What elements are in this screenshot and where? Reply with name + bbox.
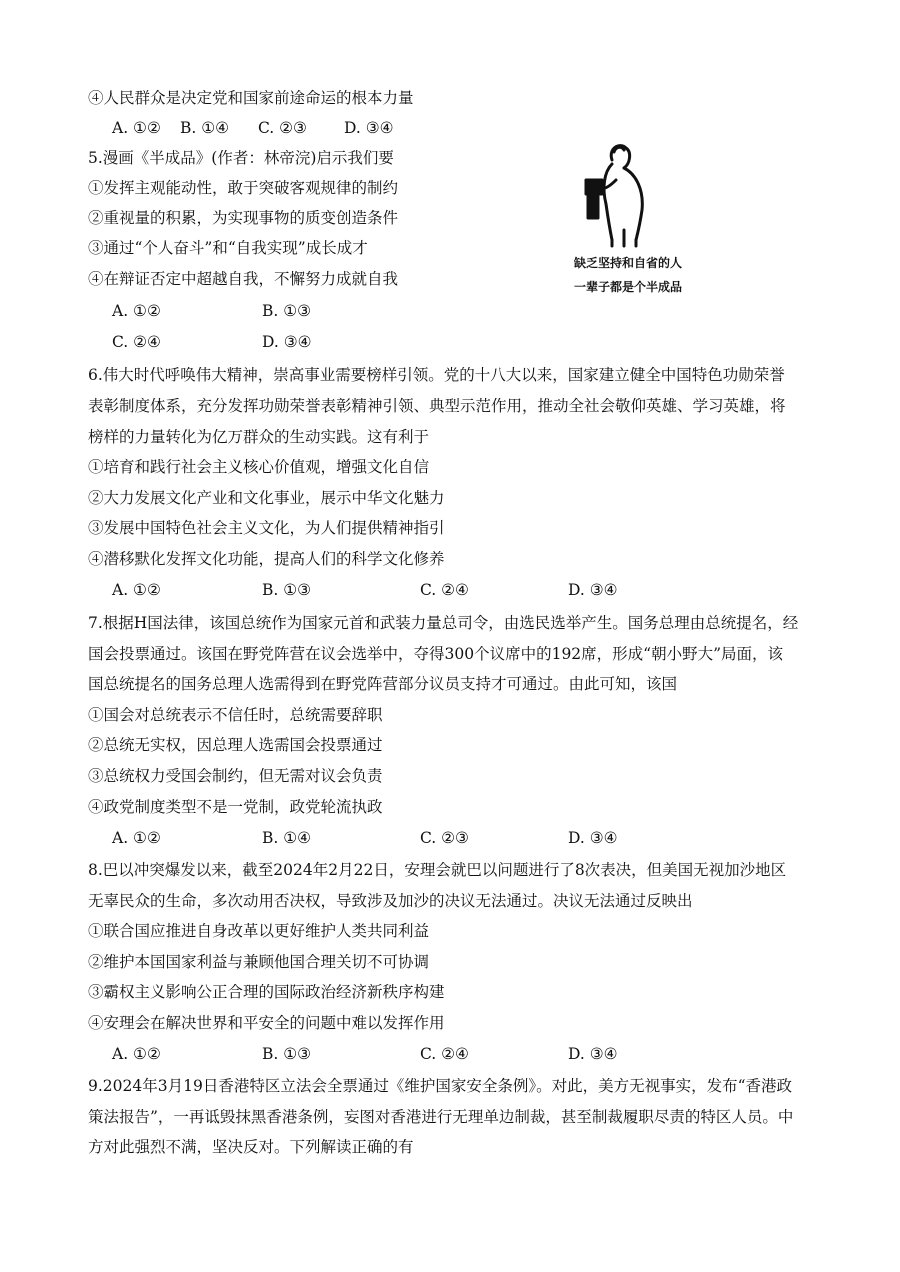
- q6-answer-a: A. ①②: [112, 581, 161, 599]
- q5-answer-b: B. ①③: [262, 302, 312, 320]
- q7-stem-line-3: 国总统提名的国务总理人选需得到在野党阵营部分议员支持才可通过。由此可知，该国: [88, 675, 678, 693]
- q6-stem-line-3: 榜样的力量转化为亿万群众的生动实践。这有利于: [88, 428, 430, 446]
- q6-stem-line-2: 表彰制度体系，充分发挥功勋荣誉表彰精神引领、典型示范作用，推动全社会敬仰英雄、学习英雄，将: [88, 397, 786, 415]
- q8-answer-c: C. ②④: [420, 1045, 469, 1063]
- q5-item-2: ②重视量的积累，为实现事物的质变创造条件: [88, 209, 399, 227]
- q6-stem-line-1: 6.伟大时代呼唤伟大精神，崇高事业需要榜样引领。党的十八大以来，国家建立健全中国特色功勋荣誉: [88, 366, 785, 384]
- q5-answer-c: C. ②④: [112, 333, 161, 351]
- q5-answer-d: D. ③④: [262, 333, 312, 351]
- q4-option-4: ④人民群众是决定党和国家前途命运的根本力量: [88, 89, 414, 107]
- q7-item-2: ②总统无实权，因总理人选需国会投票通过: [88, 736, 383, 754]
- cartoon-caption-line-1: 缺乏坚持和自省的人: [573, 256, 682, 270]
- q7-item-4: ④政党制度类型不是一党制，政党轮流执政: [88, 798, 383, 816]
- q7-stem-line-1: 7.根据H国法律，该国总统作为国家元首和武装力量总司令，由选民选举产生。国务总理由总统提名，经: [88, 614, 799, 632]
- q5-answer-a: A. ①②: [112, 302, 161, 320]
- q5-stem: 5.漫画《半成品》(作者：林帝浣)启示我们要: [88, 149, 394, 167]
- q8-answer-a: A. ①②: [112, 1045, 161, 1063]
- q6-item-4: ④潜移默化发挥文化功能，提高人们的科学文化修养: [88, 550, 445, 568]
- q8-answer-b: B. ①③: [262, 1045, 312, 1063]
- q5-item-3: ③通过“个人奋斗”和“自我实现”成长成才: [88, 239, 368, 257]
- q9-stem-line-3: 方对此强烈不满，坚决反对。下列解读正确的有: [88, 1138, 414, 1156]
- q6-answer-c: C. ②④: [420, 581, 469, 599]
- cartoon-half-finished-product: [558, 140, 698, 310]
- q6-item-1: ①培育和践行社会主义核心价值观，增强文化自信: [88, 458, 430, 476]
- q4-answer-b: B. ①④: [180, 119, 230, 137]
- q8-item-4: ④安理会在解决世界和平安全的问题中难以发挥作用: [88, 1014, 445, 1032]
- q8-item-1: ①联合国应推进自身改革以更好维护人类共同利益: [88, 922, 430, 940]
- q7-answer-b: B. ①④: [262, 829, 312, 847]
- q6-answer-d: D. ③④: [568, 581, 618, 599]
- q6-item-2: ②大力发展文化产业和文化事业，展示中华文化魅力: [88, 489, 445, 507]
- q4-answer-a: A. ①②: [112, 119, 161, 137]
- q8-item-3: ③霸权主义影响公正合理的国际政治经济新秩序构建: [88, 983, 445, 1001]
- q9-stem-line-2: 策法报告”，一再诋毁抹黑香港条例，妄图对香港进行无理单边制裁，甚至制裁履职尽责的特区人员。中: [88, 1108, 794, 1126]
- cartoon-figure-icon: [558, 140, 698, 250]
- q5-item-4: ④在辩证否定中超越自我，不懈努力成就自我: [88, 270, 399, 288]
- cartoon-caption-line-2: 一辈子都是个半成品: [573, 280, 682, 294]
- q7-item-1: ①国会对总统表示不信任时，总统需要辞职: [88, 706, 383, 724]
- q8-stem-line-2: 无辜民众的生命，多次动用否决权，导致涉及加沙的决议无法通过。决议无法通过反映出: [88, 892, 693, 910]
- q7-answer-d: D. ③④: [568, 829, 618, 847]
- q7-answer-c: C. ②③: [420, 829, 469, 847]
- q7-item-3: ③总统权力受国会制约，但无需对议会负责: [88, 767, 383, 785]
- q8-answer-d: D. ③④: [568, 1045, 618, 1063]
- q7-answer-a: A. ①②: [112, 829, 161, 847]
- q9-stem-line-1: 9.2024年3月19日香港特区立法会全票通过《维护国家安全条例》。对此，美方无视事实，发布“香港政: [88, 1077, 792, 1095]
- q8-item-2: ②维护本国国家利益与兼顾他国合理关切不可协调: [88, 953, 430, 971]
- q5-item-1: ①发挥主观能动性，敢于突破客观规律的制约: [88, 179, 399, 197]
- q7-stem-line-2: 国会投票通过。该国在野党阵营在议会选举中，夺得300个议席中的192席，形成“朝小野大”局面，该: [88, 645, 784, 663]
- q4-answer-d: D. ③④: [344, 119, 394, 137]
- q4-answer-c: C. ②③: [258, 119, 307, 137]
- q6-item-3: ③发展中国特色社会主义文化，为人们提供精神指引: [88, 519, 445, 537]
- q6-answer-b: B. ①③: [262, 581, 312, 599]
- q8-stem-line-1: 8.巴以冲突爆发以来，截至2024年2月22日，安理会就巴以问题进行了8次表决，但美国无视加沙地区: [88, 861, 787, 879]
